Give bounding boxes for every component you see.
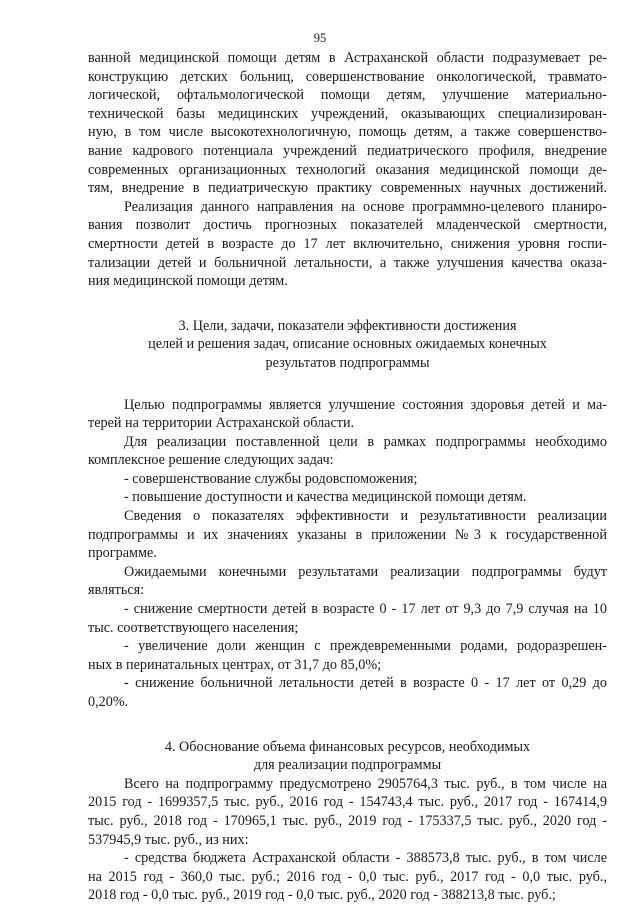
- text-line: Реализация данного направления на основе программно-целевого планиро-: [124, 198, 607, 215]
- text-line: современных организационных технологий оказания медицинской помощи де-: [88, 161, 607, 178]
- section-heading-3: [88, 317, 607, 373]
- text-line: являться:: [88, 582, 145, 599]
- paragraph-goal: [88, 396, 607, 433]
- text-line: тям, внедрение в педиатрическую практику современных научных достижений.: [88, 180, 607, 197]
- document-body: [88, 49, 607, 905]
- section-heading-4: [88, 738, 607, 775]
- result-item: ных в перинатальных центрах, от 31,7 до 85,0%;: [88, 656, 382, 673]
- text-line: подпрограммы и их значениях указаны в приложении №3 к государственной: [88, 526, 607, 543]
- paragraph-medical-care: [88, 49, 607, 198]
- heading-line: результатов подпрограммы: [265, 354, 430, 371]
- text-line: тыс. руб., 2018 год - 170965,1 тыс. руб., 2019 год - 175337,5 тыс. руб., 2020 год -: [88, 812, 607, 829]
- result-item: - снижение смертности детей в возрасте 0 - 17 лет от 9,3 до 7,9 случая на 10: [124, 601, 607, 618]
- page-number: 95: [313, 31, 327, 45]
- text-line: Целью подпрограммы является улучшение состояния здоровья детей и ма-: [124, 396, 607, 413]
- text-line: комплексное решение следующих задач:: [88, 452, 334, 469]
- result-item: - снижение больничной летальности детей в возрасте 0 - 17 лет от 0,29 до: [124, 675, 607, 692]
- heading-line: целей и решения задач, описание основных ожидаемых конечных: [148, 336, 547, 353]
- text-line: терей на территории Астраханской области.: [88, 415, 355, 432]
- text-line: ния медицинской помощи детям.: [88, 273, 288, 290]
- text-line: программе.: [88, 545, 157, 562]
- task-item: - совершенствование службы родовспоможения;: [124, 470, 418, 487]
- text-line: Ожидаемыми конечными результатами реализации подпрограммы будут: [124, 563, 607, 580]
- text-line: конструкцию детских больниц, совершенствование онкологической, травмато-: [88, 68, 607, 85]
- text-line: 537945,9 тыс. руб., из них:: [88, 831, 249, 848]
- text-line: Для реализации поставленной цели в рамках подпрограммы необходимо: [124, 433, 607, 450]
- text-line: вания позволит достичь прогнозных показателей младенческой смертности,: [88, 217, 607, 234]
- result-item: тыс. соответствующего населения;: [88, 619, 299, 636]
- paragraph-tasks: [88, 433, 607, 507]
- heading-line: 3. Цели, задачи, показатели эффективности достижения: [178, 317, 517, 334]
- heading-line: для реализации подпрограммы: [253, 757, 442, 774]
- text-line: тализации детей и больничной летальности, а также улучшения качества оказа-: [88, 254, 607, 271]
- text-line: логической, офтальмологической помощи детям, улучшение материально-: [88, 87, 607, 104]
- text-line: на 2015 год - 360,0 тыс. руб.; 2016 год - 0,0 тыс. руб., 2017 год - 0,0 тыс. руб.,: [88, 868, 607, 885]
- paragraph-financing-regional: [88, 849, 607, 905]
- text-line: ную, в том числе высокотехнологичную, помощь детям, а также совершенство-: [88, 124, 607, 141]
- result-item: - увеличение доли женщин с преждевременными родами, родоразрешен-: [124, 638, 607, 655]
- text-line: - средства бюджета Астраханской области - 388573,8 тыс. руб., в том числе: [124, 850, 607, 867]
- paragraph-indicators: [88, 507, 607, 563]
- task-item: - повышение доступности и качества медицинской помощи детям.: [124, 489, 527, 506]
- text-line: 2015 год - 1699357,5 тыс. руб., 2016 год - 154743,4 тыс. руб., 2017 год - 167414,9: [88, 794, 607, 811]
- text-line: 2018 год - 0,0 тыс. руб., 2019 год - 0,0 тыс. руб., 2020 год - 388213,8 тыс. руб.;: [88, 887, 556, 904]
- paragraph-implementation: [88, 198, 607, 291]
- paragraph-financing-total: [88, 775, 607, 849]
- paragraph-expected-results: [88, 563, 607, 712]
- text-line: Всего на подпрограмму предусмотрено 2905764,3 тыс. руб., в том числе на: [124, 775, 607, 792]
- heading-line: 4. Обоснование объема финансовых ресурсов, необходимых: [164, 738, 531, 755]
- text-line: ванной медицинской помощи детям в Астраханской области подразумевает ре-: [88, 50, 607, 66]
- text-line: вание кадрового потенциала учреждений педиатрического профиля, внедрение: [88, 142, 607, 159]
- text-line: технической базы медицинских учреждений, оказывающих специализирован-: [88, 105, 607, 122]
- result-item: 0,20%.: [88, 694, 129, 710]
- text-line: смертности детей в возрасте до 17 лет включительно, снижения уровня госпи-: [88, 235, 607, 252]
- text-line: Сведения о показателях эффективности и результативности реализации: [124, 508, 607, 525]
